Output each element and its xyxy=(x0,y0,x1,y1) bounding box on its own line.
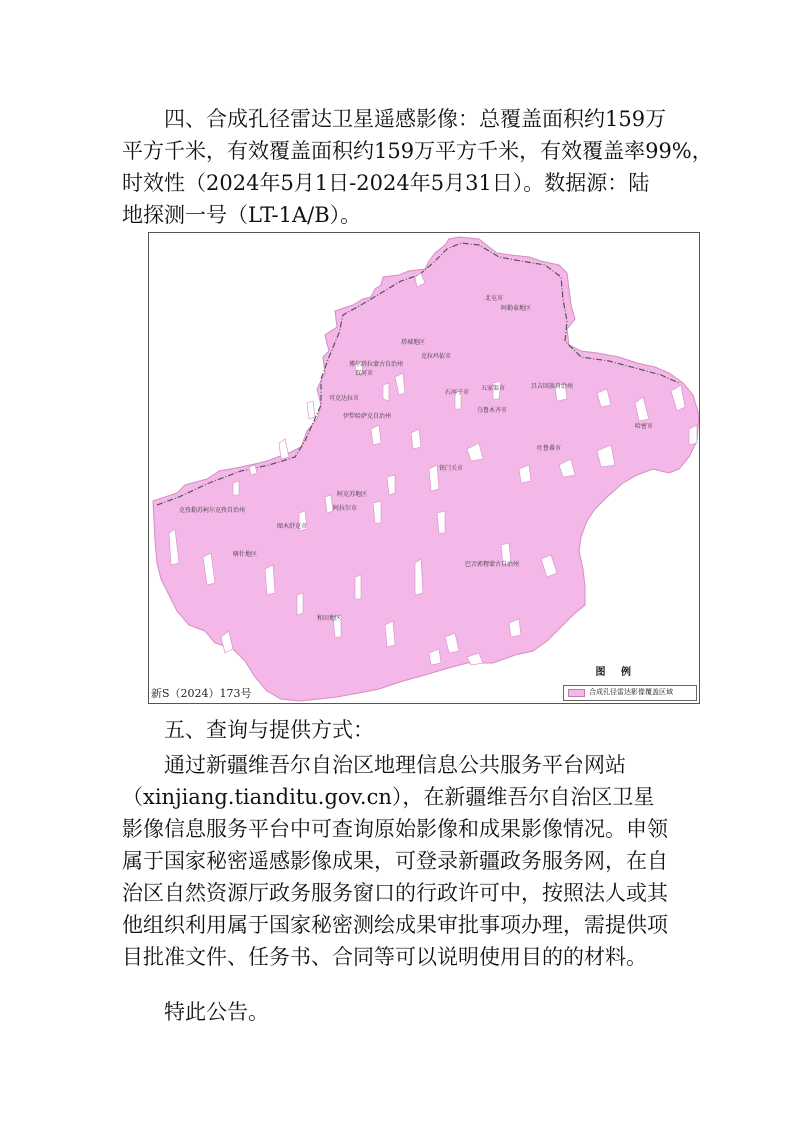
label-changji: 昌吉回族自治州 xyxy=(531,383,574,390)
label-akesu: 阿克苏地区 xyxy=(337,491,368,498)
label-tacheng: 塔城地区 xyxy=(401,339,426,346)
coverage-map xyxy=(148,232,700,704)
section-5-heading: 五、查询与提供方式： xyxy=(164,718,374,742)
section-5-line-2: （xinjiang.tianditu.gov.cn），在新疆维吾尔自治区卫星 xyxy=(122,785,655,809)
legend-item-label: 合成孔径雷达影像覆盖区域 xyxy=(589,688,673,696)
label-hami: 哈密市 xyxy=(635,423,654,430)
label-shuanghe: 双河市 xyxy=(355,370,374,377)
map-approval-number: 新S（2024）173号 xyxy=(151,687,252,700)
legend xyxy=(563,685,697,701)
section-5-line-1: 通过新疆维吾尔自治区地理信息公共服务平台网站 xyxy=(164,753,626,777)
label-kezilesu: 克孜勒苏柯尔克孜自治州 xyxy=(179,507,246,514)
legend-swatch xyxy=(568,689,585,697)
section-4-paragraph xyxy=(122,103,713,231)
label-aletai: 阿勒泰地区 xyxy=(501,305,532,312)
section-5-line-6: 他组织利用属于国家秘密测绘成果审批事项办理，需提供项 xyxy=(122,913,668,937)
label-wujiaqu: 五家渠市 xyxy=(481,385,506,392)
label-kashi: 喀什地区 xyxy=(233,551,258,558)
section-4-line-3: 时效性（2024年5月1日-2024年5月31日）。数据源：陆 xyxy=(122,171,650,195)
section-4-line-4: 地探测一号（LT-1A/B）。 xyxy=(122,203,362,227)
label-alaer: 阿拉尔市 xyxy=(333,505,358,512)
section-5-line-5: 治区自然资源厅政务服务窗口的行政许可中，按照法人或其 xyxy=(122,881,668,905)
label-kelamayi: 克拉玛依市 xyxy=(421,353,452,360)
section-5-paragraph xyxy=(122,749,682,973)
section-5-line-3: 影像信息服务平台中可查询原始影像和成果影像情况。申领 xyxy=(122,817,668,841)
label-bayinguoleng: 巴音郭楞蒙古自治州 xyxy=(465,561,520,568)
label-urumqi: 乌鲁木齐市 xyxy=(477,407,508,414)
label-boertala: 博尔塔拉蒙古自治州 xyxy=(349,361,404,368)
label-tumushuke: 图木舒克市 xyxy=(277,523,308,530)
label-beitun: 北屯市 xyxy=(485,295,504,302)
closing-statement: 特此公告。 xyxy=(164,1000,269,1024)
coverage-map-graphic xyxy=(149,233,700,704)
label-hetian: 和田地区 xyxy=(317,615,342,622)
label-tiemenguan: 铁门关市 xyxy=(439,465,464,472)
label-tulufan: 吐鲁番市 xyxy=(537,445,562,452)
section-4-line-1: 四、合成孔径雷达卫星遥感影像：总覆盖面积约159万 xyxy=(164,107,667,131)
coverage-area xyxy=(153,237,699,701)
section-5-line-7: 目批准文件、任务书、合同等可以说明使用目的的材料。 xyxy=(122,945,647,969)
label-kekedala: 可克达拉市 xyxy=(329,395,360,402)
label-shihezi: 石河子市 xyxy=(445,389,470,396)
label-yili: 伊犁哈萨克自治州 xyxy=(343,413,392,420)
section-4-line-2: 平方千米，有效覆盖面积约159万平方千米，有效覆盖率99%， xyxy=(122,139,713,163)
legend-title: 图 例 xyxy=(595,667,637,678)
section-5-line-4: 属于国家秘密遥感影像成果，可登录新疆政务服务网，在自 xyxy=(122,849,668,873)
